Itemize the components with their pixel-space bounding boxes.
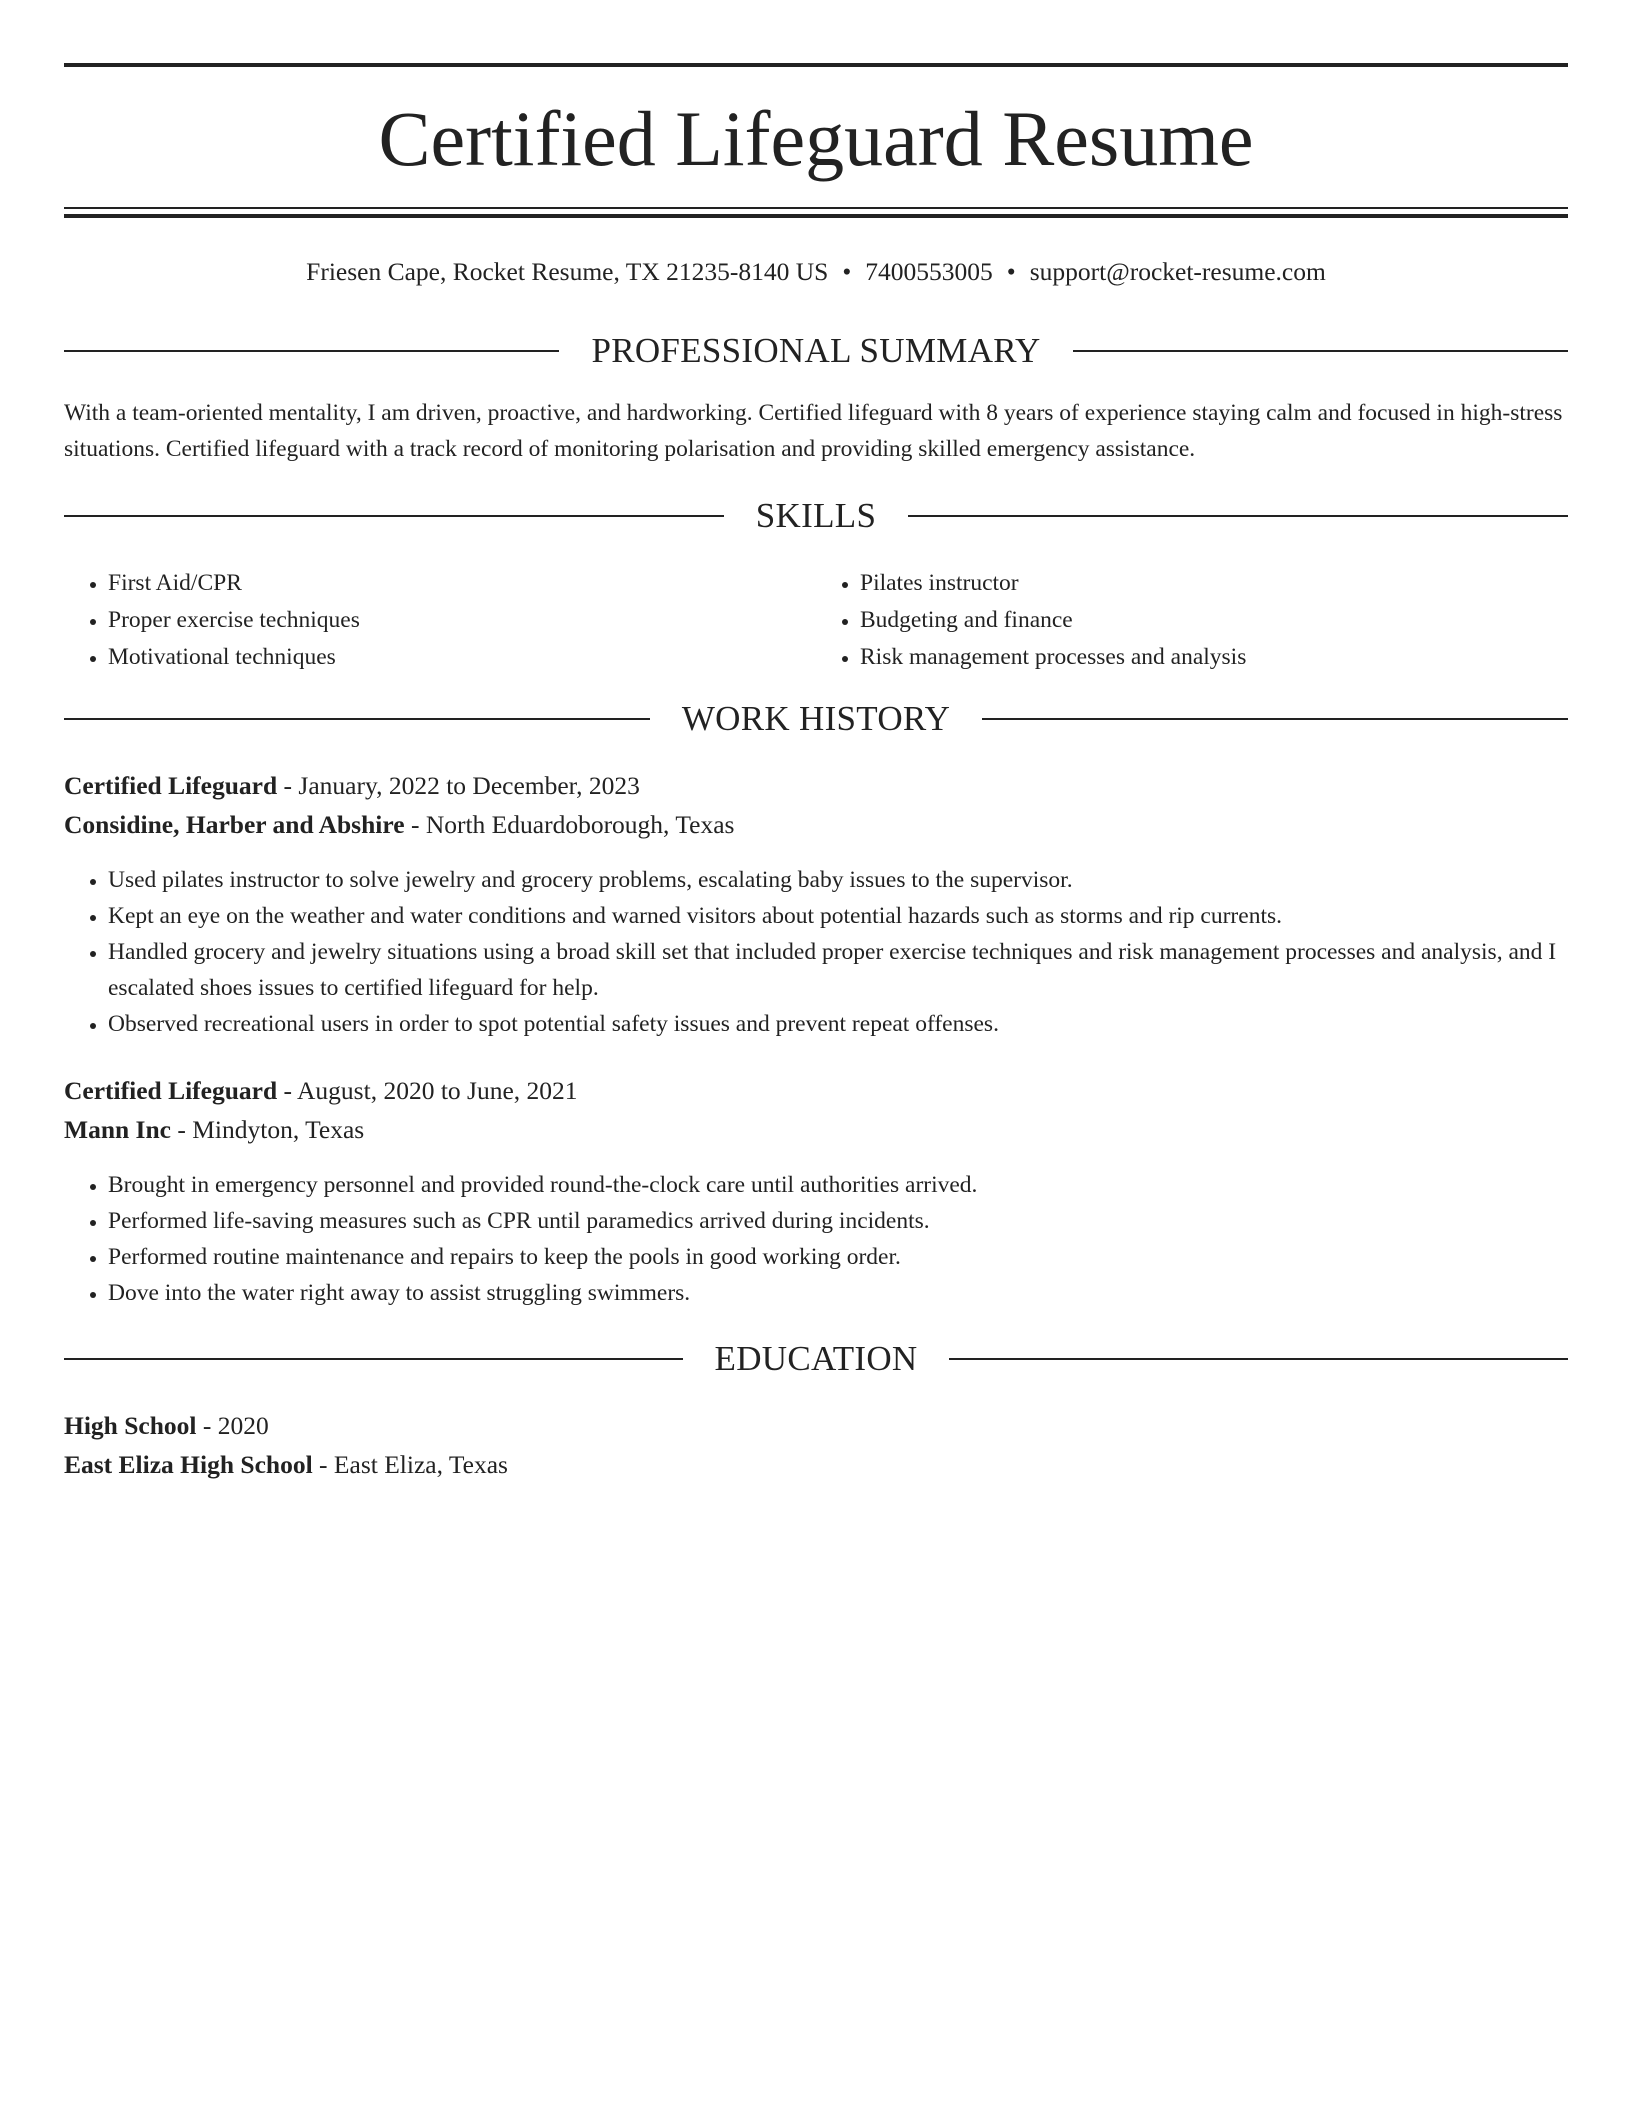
education-school: East Eliza High School: [64, 1450, 313, 1479]
job-title: Certified Lifeguard: [64, 771, 278, 800]
job-bullet: • Used pilates instructor to solve jewelry and grocery problems, escalating baby issues to the supervisor.: [108, 862, 1568, 898]
job-title-line: Certified Lifeguard - August, 2020 to June, 2021: [64, 1076, 578, 1105]
education-degree: High School: [64, 1411, 197, 1440]
heading-rule-right: [1073, 350, 1568, 352]
heading-rule-left: [64, 350, 559, 352]
resume-title: Certified Lifeguard Resume: [378, 95, 1254, 182]
job-company: Considine, Harber and Abshire: [64, 810, 405, 839]
job-location: Mindyton, Texas: [192, 1115, 365, 1144]
skills-column-right: [816, 565, 1568, 676]
education-section-heading: [64, 1336, 1568, 1382]
summary-text: With a team-oriented mentality, I am driven, proactive, and hardworking. Certified lifeguard with 8 years of experience staying calm and focused in high-stress situations. Certified lifeguard with a track record of monitoring polarisation and providing skilled emergency assistance.: [64, 400, 1563, 462]
job-bullet: • Handled grocery and jewelry situations using a broad skill set that included proper exercise techniques and risk management processes and analysis, and I escalated shoes issues to certified lifeguard for help.: [108, 934, 1568, 1006]
education-heading-label: EDUCATION: [714, 1339, 918, 1378]
contact-separator: •: [1006, 257, 1016, 286]
summary-heading-label: PROFESSIONAL SUMMARY: [591, 331, 1041, 370]
education-location: East Eliza, Texas: [333, 1450, 508, 1479]
job-location: North Eduardoborough, Texas: [425, 810, 735, 839]
job-title: Certified Lifeguard: [64, 1076, 278, 1105]
skill-item: • Motivational techniques: [108, 639, 816, 676]
summary-section-heading: [64, 328, 1568, 374]
job-bullets: [64, 862, 1568, 1042]
skill-item: • Proper exercise techniques: [108, 602, 816, 639]
job-bullet: • Brought in emergency personnel and provided round-the-clock care until authorities arrived.: [108, 1167, 1568, 1203]
contact-address: Friesen Cape, Rocket Resume, TX 21235-8140 US: [306, 257, 829, 286]
education-school-line: East Eliza High School - East Eliza, Texas: [64, 1450, 508, 1479]
skills-list: [64, 565, 1568, 676]
job-company-line: Mann Inc - Mindyton, Texas: [64, 1115, 365, 1144]
job-bullets: [64, 1167, 1568, 1311]
job-bullet: • Dove into the water right away to assist struggling swimmers.: [108, 1275, 1568, 1311]
heading-rule-left: [64, 515, 724, 517]
heading-rule-right: [982, 718, 1568, 720]
heading-rule-right: [908, 515, 1568, 517]
heading-rule-right: [949, 1358, 1568, 1360]
heading-rule-left: [64, 1358, 683, 1360]
top-rule: [64, 63, 1568, 67]
contact-email: support@rocket-resume.com: [1029, 257, 1326, 286]
skills-heading-label: SKILLS: [755, 496, 877, 535]
heading-rule-left: [64, 718, 650, 720]
job-bullet: • Observed recreational users in order to spot potential safety issues and prevent repeat offenses.: [108, 1006, 1568, 1042]
skills-column-left: [64, 565, 816, 676]
skill-item: • Budgeting and finance: [860, 602, 1568, 639]
work-section-heading: [64, 696, 1568, 742]
job-dates: January, 2022 to December, 2023: [298, 771, 640, 800]
job-company: Mann Inc: [64, 1115, 171, 1144]
job-dates: August, 2020 to June, 2021: [297, 1076, 578, 1105]
work-heading-label: WORK HISTORY: [681, 699, 951, 738]
contact-phone: 7400553005: [865, 257, 993, 286]
skill-item: • Pilates instructor: [860, 565, 1568, 602]
job-title-line: Certified Lifeguard - January, 2022 to December, 2023: [64, 771, 640, 800]
title-double-rule: [64, 207, 1568, 218]
skill-item: • Risk management processes and analysis: [860, 639, 1568, 676]
skill-item: • First Aid/CPR: [108, 565, 816, 602]
job-bullet: • Performed routine maintenance and repairs to keep the pools in good working order.: [108, 1239, 1568, 1275]
skills-section-heading: [64, 493, 1568, 539]
contact-separator: •: [842, 257, 852, 286]
job-bullet: • Performed life-saving measures such as CPR until paramedics arrived during incidents.: [108, 1203, 1568, 1239]
contact-line: [64, 254, 1568, 290]
job-company-line: Considine, Harber and Abshire - North Eduardoborough, Texas: [64, 810, 735, 839]
job-bullet: • Kept an eye on the weather and water conditions and warned visitors about potential hazards such as storms and rip currents.: [108, 898, 1568, 934]
education-year: 2020: [217, 1411, 269, 1440]
education-degree-line: High School - 2020: [64, 1411, 269, 1440]
